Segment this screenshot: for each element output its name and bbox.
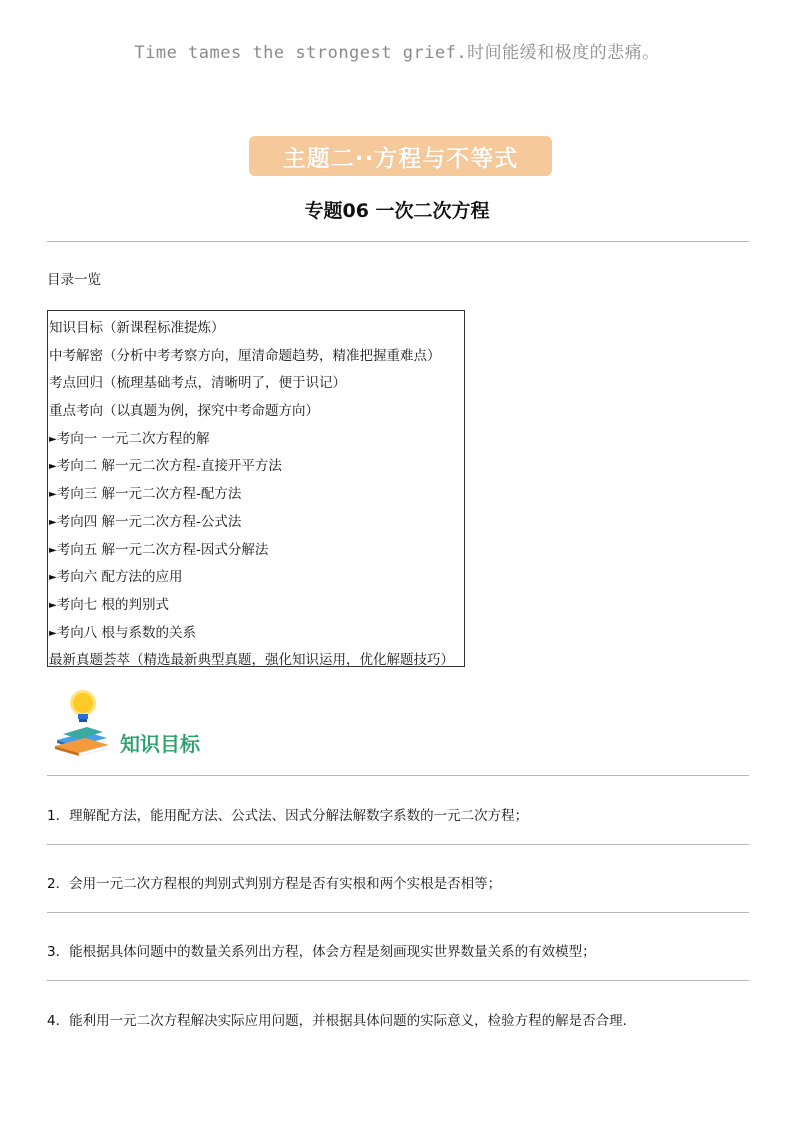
divider [47,912,749,913]
toc-item[interactable]: 知识目标（新课程标准提炼） [49,320,225,336]
arrow-icon: ► [49,461,57,473]
toc-item[interactable]: ►考向六 配方法的应用 [49,564,464,592]
toc-box [47,310,465,667]
arrow-icon: ► [49,544,57,556]
toc-item[interactable]: ►考向四 解一元二次方程-公式法 [49,509,464,537]
section-title: 知识目标 [120,732,200,756]
divider [47,241,749,242]
toc-item[interactable]: 考点回归（梳理基础考点，清晰明了，便于识记） [49,375,346,392]
toc-item[interactable]: ►考向一 一元二次方程的解 [49,426,464,454]
theme-banner-text: 主题二··方程与不等式 [282,145,519,172]
divider [47,980,749,981]
objective-item: 4．能利用一元二次方程解决实际应用问题，并根据具体问题的实际意义，检验方程的解是否合理． [47,1013,637,1029]
toc-item[interactable]: ►考向五 解一元二次方程-因式分解法 [49,537,464,565]
theme-banner [249,136,552,176]
toc-item[interactable]: ►考向八 根与系数的关系 [49,620,464,648]
objective-item: 1．理解配方法，能用配方法、公式法、因式分解法解数字系数的一元二次方程； [47,808,529,824]
toc-item[interactable]: 重点考向（以真题为例，探究中考命题方向） [49,403,319,420]
toc-item[interactable]: ►考向三 解一元二次方程-配方法 [49,481,464,509]
toc-item[interactable]: ►考向二 解一元二次方程-直接开平方法 [49,453,464,481]
objective-item: 3．能根据具体问题中的数量关系列出方程，体会方程是刻画现实世界数量关系的有效模型； [47,944,596,960]
lightbulb-books-icon [53,688,113,756]
arrow-icon: ► [49,516,57,528]
header-quote: Time tames the strongest grief.时间能缓和极度的悲痛。 [134,43,660,63]
arrow-icon: ► [49,627,57,639]
doc-title: 专题06 一次二次方程 [304,200,490,222]
toc-heading: 目录一览 [47,272,101,288]
objective-item: 2．会用一元二次方程根的判别式判别方程是否有实根和两个实根是否相等； [47,876,502,892]
arrow-icon: ► [49,433,57,445]
toc-item[interactable]: 中考解密（分析中考考察方向，厘清命题趋势，精准把握重难点） [49,347,441,364]
arrow-icon: ► [49,599,57,611]
divider [47,775,749,776]
toc-item[interactable]: 最新真题荟萃（精选最新典型真题，强化知识运用，优化解题技巧） [49,652,454,669]
arrow-icon: ► [49,489,57,501]
toc-item[interactable]: ►考向七 根的判别式 [49,592,464,620]
arrow-icon: ► [49,572,57,584]
divider [47,844,749,845]
